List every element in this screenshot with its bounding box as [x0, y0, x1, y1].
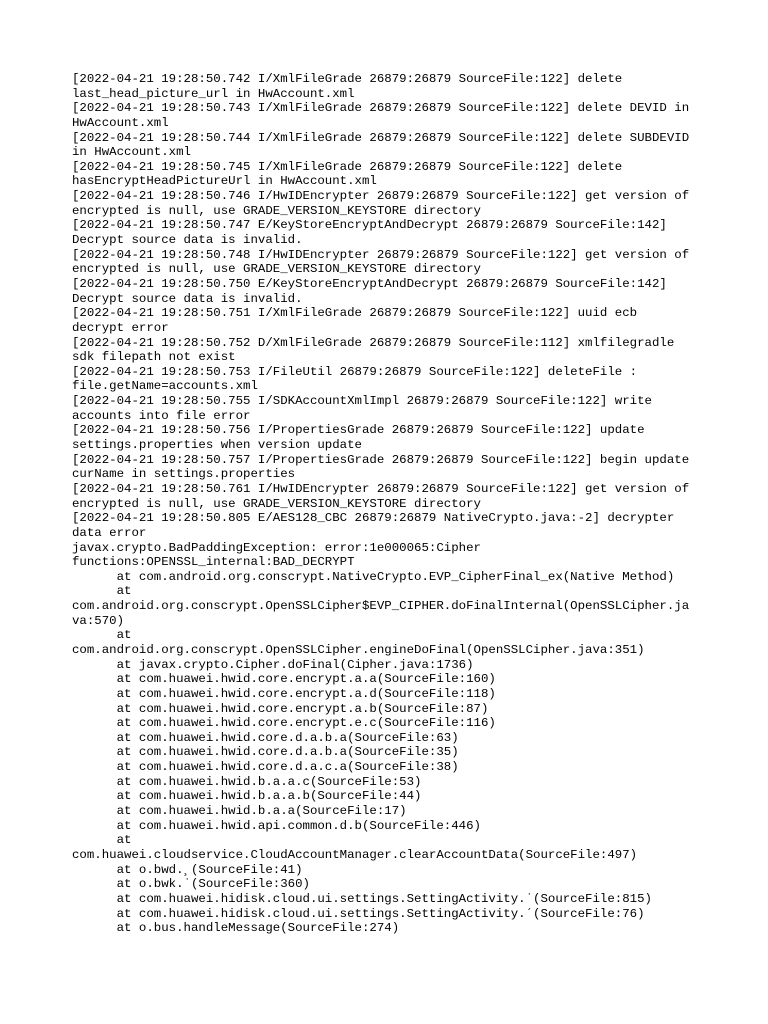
log-document [72, 72, 700, 936]
log-line: at com.huawei.hwid.core.encrypt.a.b(SourceFile:87) [72, 701, 489, 716]
log-line: in HwAccount.xml [72, 145, 191, 160]
log-line: [2022-04-21 19:28:50.747 E/KeyStoreEncryptAndDecrypt 26879:26879 SourceFile:142] [72, 218, 667, 233]
log-line: at com.android.org.conscrypt.NativeCrypto.EVP_CipherFinal_ex(Native Method) [72, 569, 675, 584]
log-line: [2022-04-21 19:28:50.742 I/XmlFileGrade 26879:26879 SourceFile:122] delete [72, 72, 623, 86]
log-line: [2022-04-21 19:28:50.748 I/HwIDEncrypter 26879:26879 SourceFile:122] get version of [72, 247, 690, 262]
log-line: [2022-04-21 19:28:50.744 I/XmlFileGrade 26879:26879 SourceFile:122] delete SUBDEVID [72, 130, 690, 145]
log-line: at com.huawei.hwid.b.a.a.c(SourceFile:53) [72, 774, 422, 789]
log-line: settings.properties when version update [72, 438, 362, 453]
log-line: encrypted is null, use GRADE_VERSION_KEYSTORE directory [72, 203, 481, 218]
log-line: Decrypt source data is invalid. [72, 291, 303, 306]
log-line: at [72, 833, 132, 848]
log-line: [2022-04-21 19:28:50.751 I/XmlFileGrade 26879:26879 SourceFile:122] uuid ecb [72, 306, 638, 321]
log-line: data error [72, 525, 147, 540]
log-line: last_head_picture_url in HwAccount.xml [72, 86, 355, 101]
log-line: at com.huawei.hwid.b.a.a(SourceFile:17) [72, 804, 407, 819]
log-line: at com.huawei.hidisk.cloud.ui.settings.SettingActivity.˙(SourceFile:815) [72, 891, 652, 906]
log-line: Decrypt source data is invalid. [72, 233, 303, 248]
log-line: [2022-04-21 19:28:50.756 I/PropertiesGrade 26879:26879 SourceFile:122] update [72, 423, 645, 438]
log-line: at com.huawei.hwid.core.d.a.b.a(SourceFile:35) [72, 745, 459, 760]
log-line: at javax.crypto.Cipher.doFinal(Cipher.java:1736) [72, 657, 474, 672]
log-line: com.android.org.conscrypt.OpenSSLCipher$EVP_CIPHER.doFinalInternal(OpenSSLCipher.ja [72, 599, 690, 614]
log-line: at o.bwd.¸(SourceFile:41) [72, 862, 303, 877]
log-line: [2022-04-21 19:28:50.750 E/KeyStoreEncryptAndDecrypt 26879:26879 SourceFile:142] [72, 276, 667, 291]
log-line: curName in settings.properties [72, 467, 296, 482]
log-line: [2022-04-21 19:28:50.757 I/PropertiesGrade 26879:26879 SourceFile:122] begin update [72, 452, 690, 467]
log-line: functions:OPENSSL_internal:BAD_DECRYPT [72, 555, 355, 570]
log-line: decrypt error [72, 320, 169, 335]
log-line: com.huawei.cloudservice.CloudAccountManager.clearAccountData(SourceFile:497) [72, 847, 638, 862]
log-line: [2022-04-21 19:28:50.743 I/XmlFileGrade 26879:26879 SourceFile:122] delete DEVID in [72, 101, 690, 116]
log-line: at com.huawei.hwid.api.common.d.b(SourceFile:446) [72, 818, 481, 833]
log-line: at com.huawei.hwid.core.encrypt.a.a(SourceFile:160) [72, 672, 496, 687]
log-line: at com.huawei.hwid.core.encrypt.a.d(SourceFile:118) [72, 686, 496, 701]
log-line: [2022-04-21 19:28:50.752 D/XmlFileGrade 26879:26879 SourceFile:112] xmlfilegradle [72, 335, 675, 350]
log-line: [2022-04-21 19:28:50.755 I/SDKAccountXmlImpl 26879:26879 SourceFile:122] write [72, 394, 652, 409]
log-line: file.getName=accounts.xml [72, 379, 258, 394]
log-line: [2022-04-21 19:28:50.745 I/XmlFileGrade 26879:26879 SourceFile:122] delete [72, 159, 623, 174]
log-line: at com.huawei.hwid.core.encrypt.e.c(SourceFile:116) [72, 716, 496, 731]
log-line: [2022-04-21 19:28:50.761 I/HwIDEncrypter 26879:26879 SourceFile:122] get version of [72, 481, 690, 496]
log-line: sdk filepath not exist [72, 350, 236, 365]
log-line: [2022-04-21 19:28:50.753 I/FileUtil 26879:26879 SourceFile:122] deleteFile : [72, 364, 638, 379]
log-line: javax.crypto.BadPaddingException: error:1e000065:Cipher [72, 540, 481, 555]
log-line: at com.huawei.hidisk.cloud.ui.settings.SettingActivity.ˊ(SourceFile:76) [72, 906, 645, 921]
log-line: at [72, 584, 132, 599]
log-line: at com.huawei.hwid.core.d.a.b.a(SourceFile:63) [72, 730, 459, 745]
log-line: at o.bus.handleMessage(SourceFile:274) [72, 921, 400, 936]
log-line: hasEncryptHeadPictureUrl in HwAccount.xml [72, 174, 377, 189]
log-line: accounts into file error [72, 408, 251, 423]
log-line: com.android.org.conscrypt.OpenSSLCipher.engineDoFinal(OpenSSLCipher.java:351) [72, 642, 645, 657]
log-line: HwAccount.xml [72, 115, 169, 130]
log-line: encrypted is null, use GRADE_VERSION_KEYSTORE directory [72, 262, 481, 277]
log-line: at com.huawei.hwid.b.a.a.b(SourceFile:44) [72, 789, 422, 804]
log-line: va:570) [72, 613, 125, 628]
log-line: [2022-04-21 19:28:50.805 E/AES128_CBC 26879:26879 NativeCrypto.java:-2] decrypter [72, 511, 675, 526]
log-line: at [72, 628, 132, 643]
log-line: at com.huawei.hwid.core.d.a.c.a(SourceFile:38) [72, 760, 459, 775]
log-line: [2022-04-21 19:28:50.746 I/HwIDEncrypter 26879:26879 SourceFile:122] get version of [72, 189, 690, 204]
log-line: at o.bwk.˙(SourceFile:360) [72, 877, 310, 892]
log-line: encrypted is null, use GRADE_VERSION_KEYSTORE directory [72, 496, 481, 511]
